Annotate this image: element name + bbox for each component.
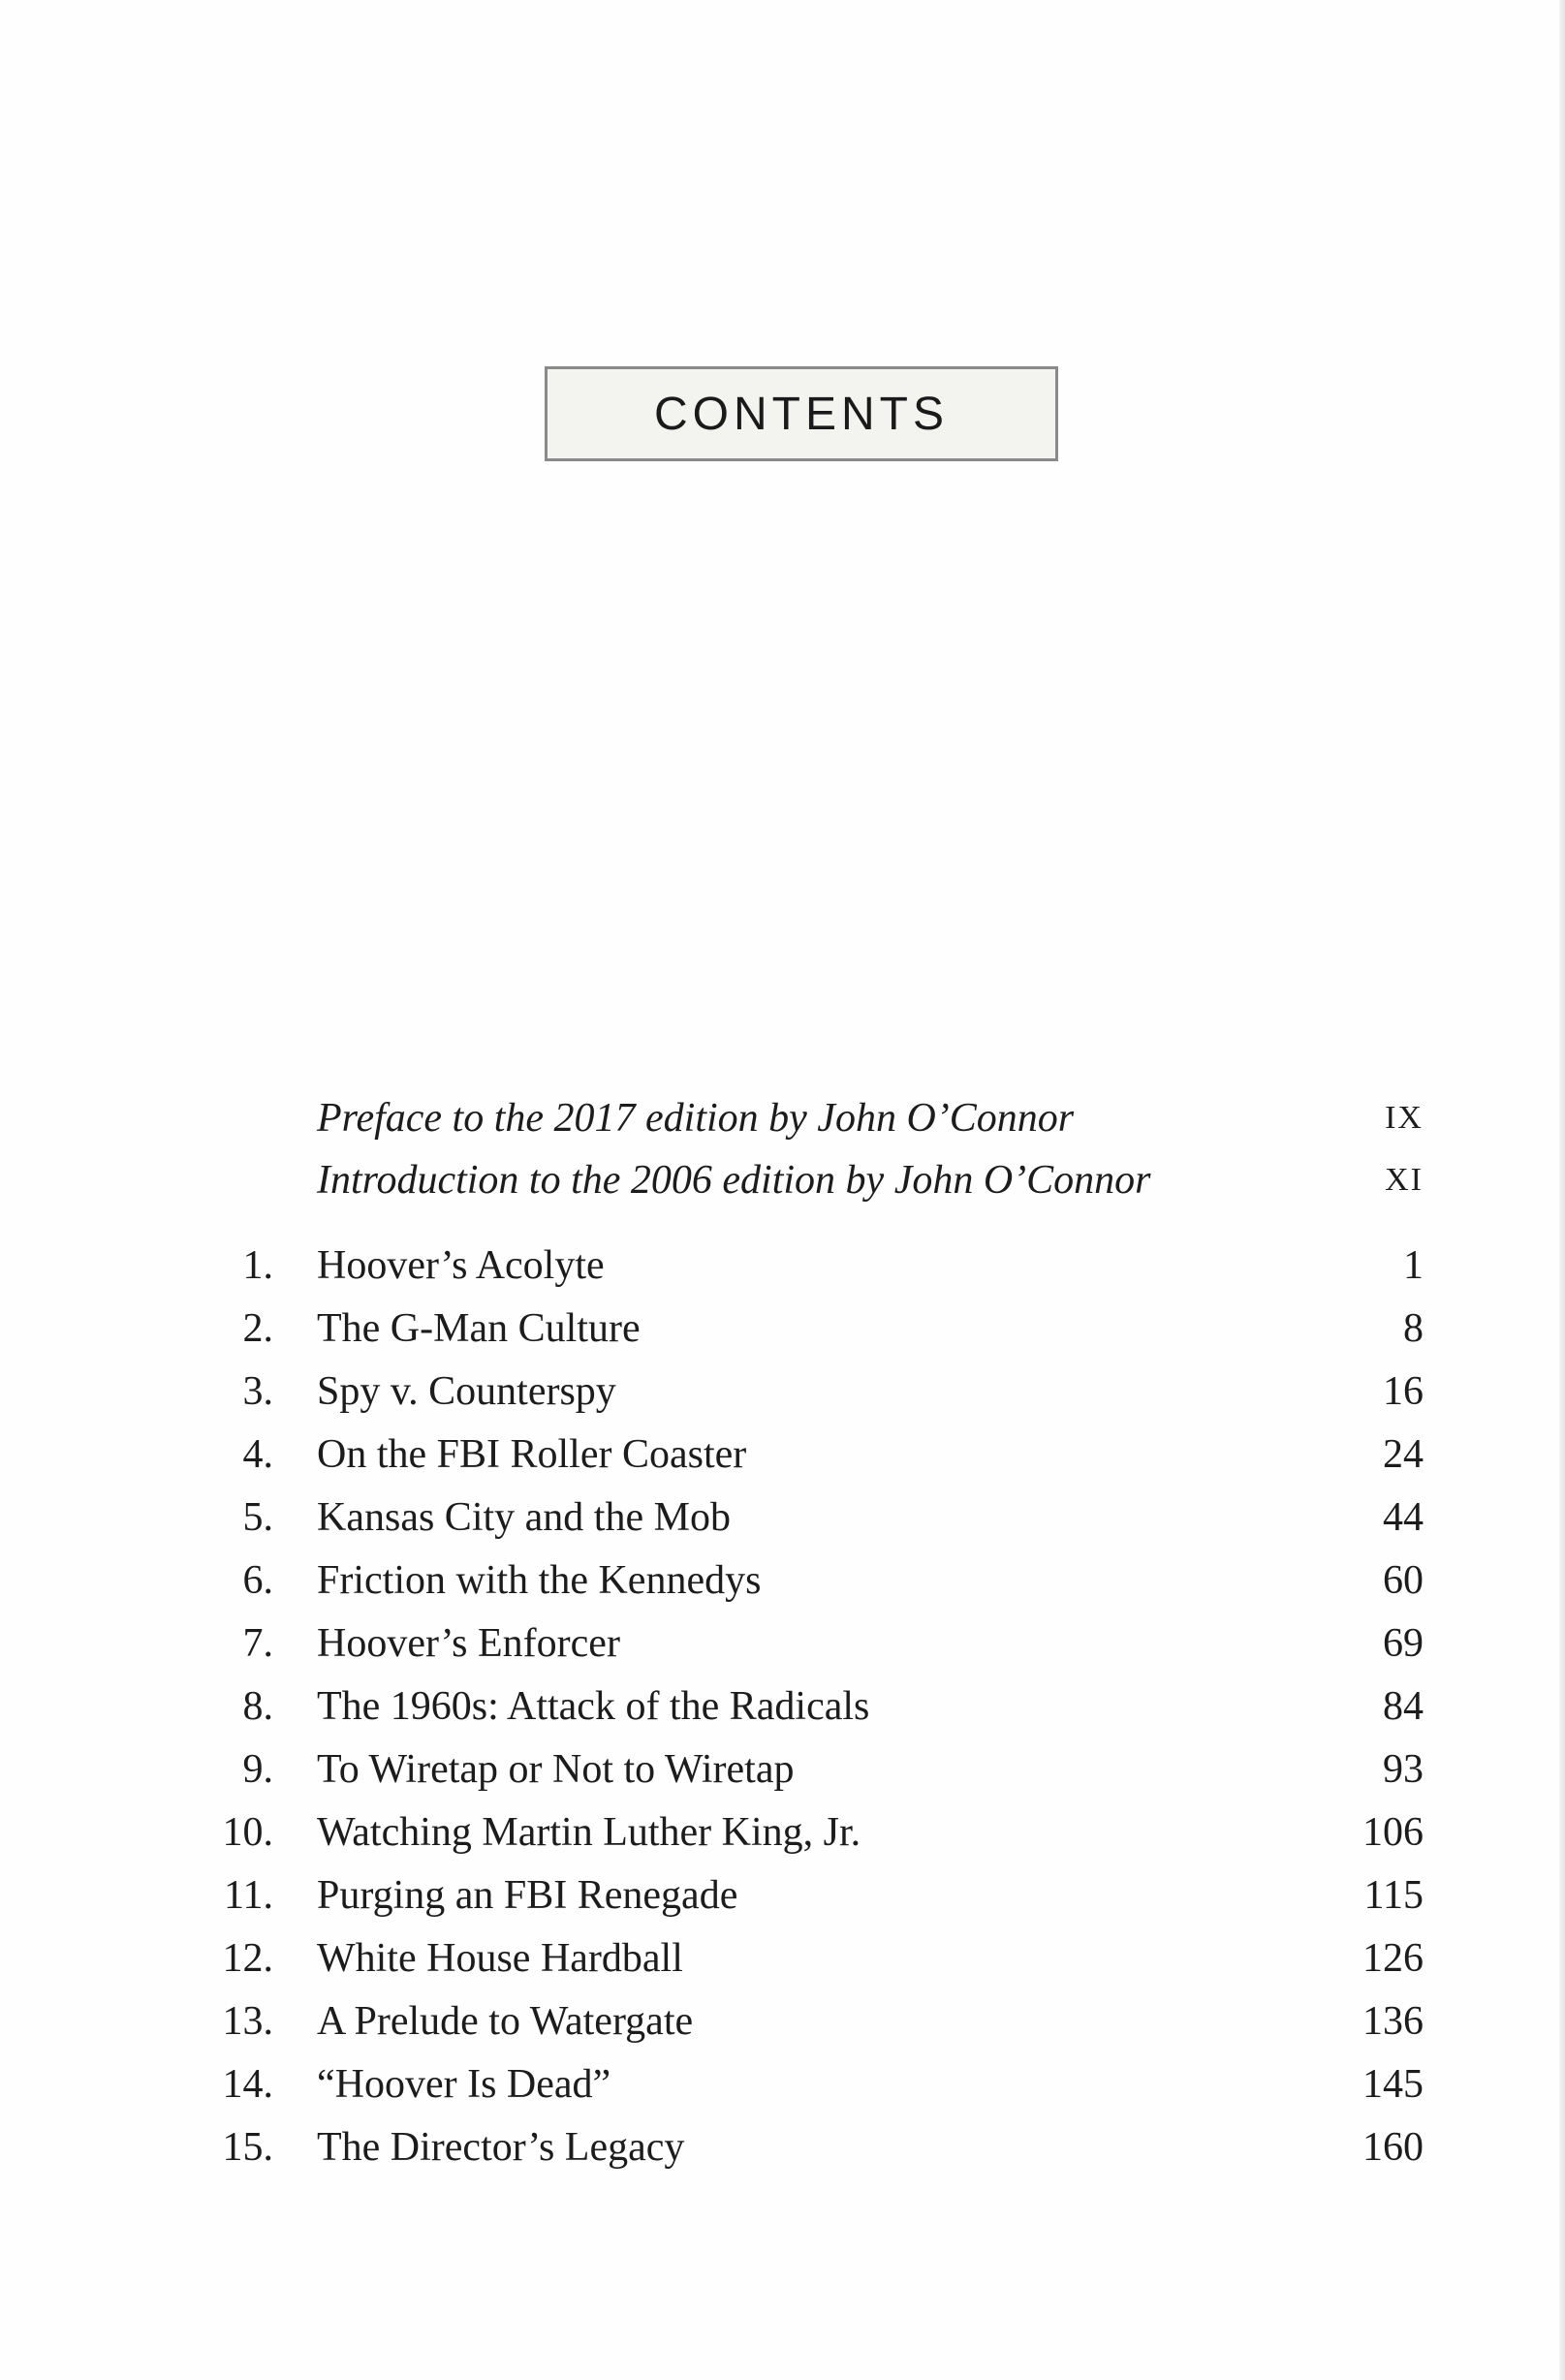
chapter-number: 5. bbox=[242, 1495, 273, 1540]
chapter-title: Spy v. Counterspy bbox=[317, 1369, 616, 1414]
toc-entry-chapter-9 bbox=[0, 1742, 1565, 1797]
chapter-title: A Prelude to Watergate bbox=[317, 1999, 694, 2044]
chapter-number: 8. bbox=[242, 1684, 273, 1729]
toc-entry-chapter-14 bbox=[0, 2057, 1565, 2112]
chapter-page: 106 bbox=[1362, 1810, 1424, 1855]
chapter-page: 44 bbox=[1383, 1495, 1424, 1540]
chapter-page: 93 bbox=[1383, 1747, 1424, 1792]
toc-entry-chapter-2 bbox=[0, 1301, 1565, 1356]
chapter-title: To Wiretap or Not to Wiretap bbox=[317, 1747, 795, 1792]
chapter-number: 4. bbox=[242, 1432, 273, 1477]
toc-entry-chapter-1 bbox=[0, 1238, 1565, 1293]
chapter-number: 3. bbox=[242, 1369, 273, 1414]
toc-entry-chapter-13 bbox=[0, 1994, 1565, 2049]
toc-entry-preface bbox=[0, 1091, 1565, 1145]
chapter-number: 7. bbox=[242, 1621, 273, 1666]
chapter-title: Hoover’s Acolyte bbox=[317, 1243, 605, 1288]
chapter-title: “Hoover Is Dead” bbox=[317, 2062, 611, 2107]
toc-entry-chapter-11 bbox=[0, 1868, 1565, 1923]
chapter-title: Hoover’s Enforcer bbox=[317, 1621, 620, 1666]
chapter-number: 14. bbox=[222, 2062, 273, 2107]
chapter-number: 13. bbox=[222, 1999, 273, 2044]
chapter-title: White House Hardball bbox=[317, 1936, 683, 1981]
chapter-page: 136 bbox=[1362, 1999, 1424, 2044]
chapter-page: 60 bbox=[1383, 1558, 1424, 1603]
contents-heading: CONTENTS bbox=[654, 388, 949, 440]
chapter-page: 8 bbox=[1403, 1306, 1424, 1351]
toc-entry-chapter-7 bbox=[0, 1616, 1565, 1671]
chapter-title: The 1960s: Attack of the Radicals bbox=[317, 1684, 870, 1729]
chapter-number: 11. bbox=[224, 1873, 273, 1918]
chapter-title: Purging an FBI Renegade bbox=[317, 1873, 738, 1918]
chapter-number: 15. bbox=[222, 2125, 273, 2170]
toc-entry-chapter-6 bbox=[0, 1553, 1565, 1608]
toc-entry-chapter-5 bbox=[0, 1490, 1565, 1545]
chapter-title: Watching Martin Luther King, Jr. bbox=[317, 1810, 861, 1855]
chapter-page: 24 bbox=[1383, 1432, 1424, 1477]
chapter-title: Friction with the Kennedys bbox=[317, 1558, 762, 1603]
chapter-title: The Director’s Legacy bbox=[317, 2125, 685, 2170]
chapter-number: 6. bbox=[242, 1558, 273, 1603]
toc-entry-chapter-4 bbox=[0, 1427, 1565, 1482]
chapter-number: 12. bbox=[222, 1936, 273, 1981]
chapter-number: 10. bbox=[222, 1810, 273, 1855]
chapter-page: 115 bbox=[1363, 1873, 1424, 1918]
chapter-title: Kansas City and the Mob bbox=[317, 1495, 731, 1540]
chapter-page: 84 bbox=[1383, 1684, 1424, 1729]
chapter-page: 145 bbox=[1362, 2062, 1424, 2107]
toc-entry-chapter-10 bbox=[0, 1805, 1565, 1860]
toc-entry-page: IX bbox=[1385, 1100, 1424, 1136]
chapter-title: On the FBI Roller Coaster bbox=[317, 1432, 747, 1477]
chapter-title: The G-Man Culture bbox=[317, 1306, 641, 1351]
toc-entry-chapter-12 bbox=[0, 1931, 1565, 1986]
chapter-page: 1 bbox=[1403, 1243, 1424, 1288]
toc-entry-introduction bbox=[0, 1153, 1565, 1207]
chapter-page: 160 bbox=[1362, 2125, 1424, 2170]
chapter-number: 2. bbox=[242, 1306, 273, 1351]
toc-entry-title: Introduction to the 2006 edition by John O’Connor bbox=[317, 1158, 1151, 1203]
toc-entry-chapter-3 bbox=[0, 1364, 1565, 1419]
contents-heading-box bbox=[545, 366, 1058, 461]
toc-entry-title: Preface to the 2017 edition by John O’Connor bbox=[317, 1096, 1075, 1141]
chapter-page: 126 bbox=[1362, 1936, 1424, 1981]
toc-entry-chapter-15 bbox=[0, 2120, 1565, 2175]
chapter-number: 1. bbox=[242, 1243, 273, 1288]
toc-entry-page: XI bbox=[1385, 1162, 1424, 1198]
chapter-number: 9. bbox=[242, 1747, 273, 1792]
chapter-page: 69 bbox=[1383, 1621, 1424, 1666]
toc-entry-chapter-8 bbox=[0, 1679, 1565, 1734]
chapter-page: 16 bbox=[1383, 1369, 1424, 1414]
